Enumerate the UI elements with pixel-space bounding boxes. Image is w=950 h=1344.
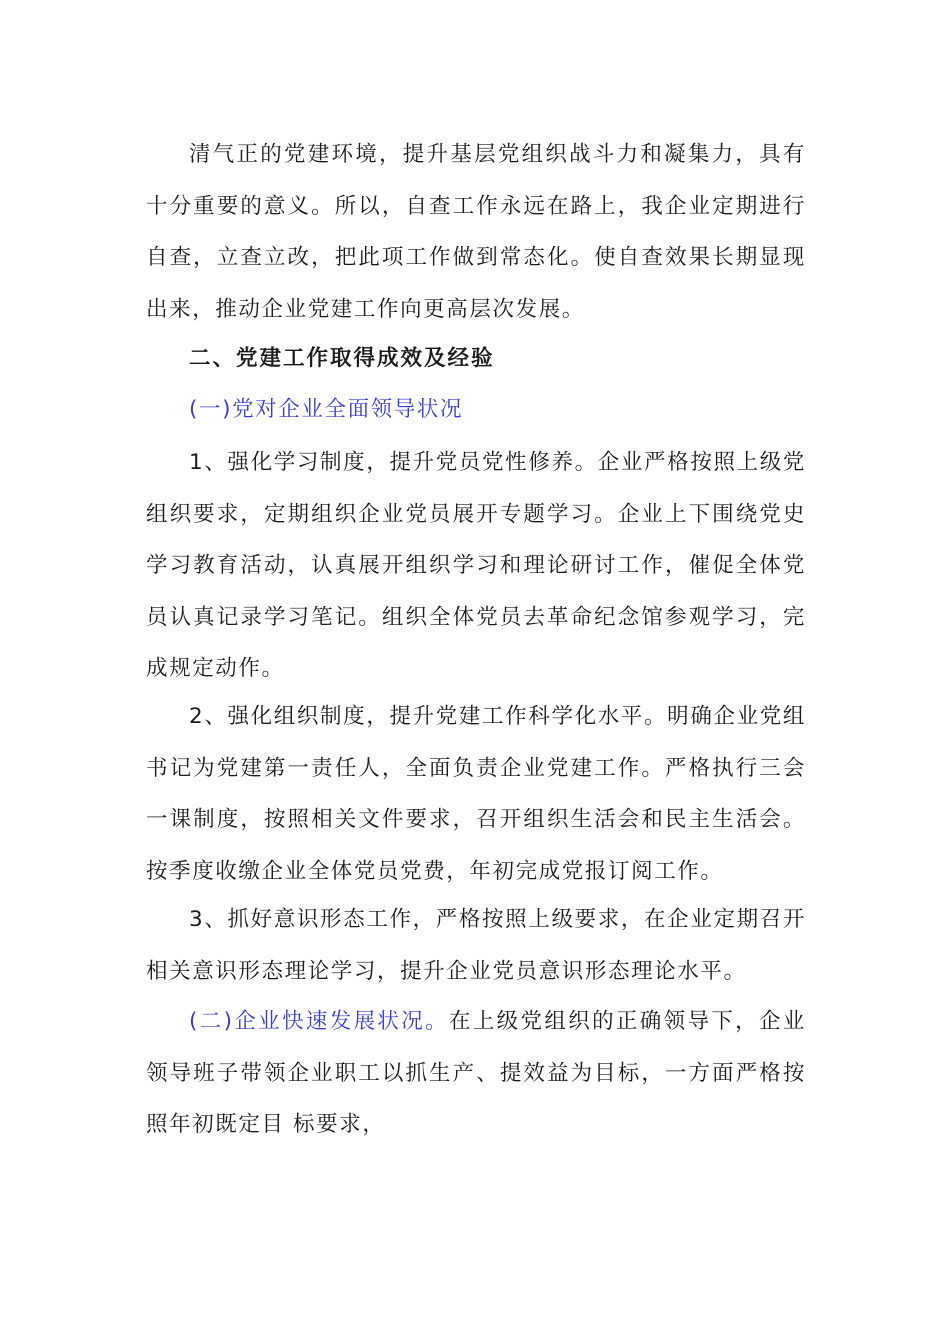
list-item-1: 1、强化学习制度，提升党员党性修养。企业严格按照上级党组织要求，定期组织企业党员展开专题学习。企业上下围绕党史学习教育活动，认真展开组织学习和理论研讨工作，催促全体党员认真记录学习笔记。组织全体党员去革命纪念馆参观学习，完成规定动作。 <box>146 450 806 681</box>
list-item-2: 2、强化组织制度，提升党建工作科学化水平。明确企业党组书记为党建第一责任人，全面负责企业党建工作。严格执行三会一课制度，按照相关文件要求，召开组织生活会和民主生活会。按季度收缴企业全体党员党费，年初完成党报订阅工作。 <box>146 704 806 884</box>
section-heading: 二、党建工作取得成效及经验 <box>189 346 495 371</box>
subsection-1-heading: (一)党对企业全面领导状况 <box>189 397 464 422</box>
subsection-2-paragraph <box>146 996 806 1151</box>
paragraph-intro: 清气正的党建环境，提升基层党组织战斗力和凝集力，具有十分重要的意义。所以，自查工作永远在路上，我企业定期进行自查，立查立改，把此项工作做到常态化。使自查效果长期显现出来，推动企业党建工作向更高层次发展。 <box>146 142 806 322</box>
subsection-2-text: 在上级党组织的正确领导下，企业领导班子带领企业职工以抓生产、提效益为目标，一方面严格按照年初既定目 标要求， <box>146 1009 806 1137</box>
list-item-3: 3、抓好意识形态工作，严格按照上级要求，在企业定期召开相关意识形态理论学习，提升企业党员意识形态理论水平。 <box>146 907 806 984</box>
subsection-2-heading: (二)企业快速发展状况。 <box>189 1009 449 1034</box>
